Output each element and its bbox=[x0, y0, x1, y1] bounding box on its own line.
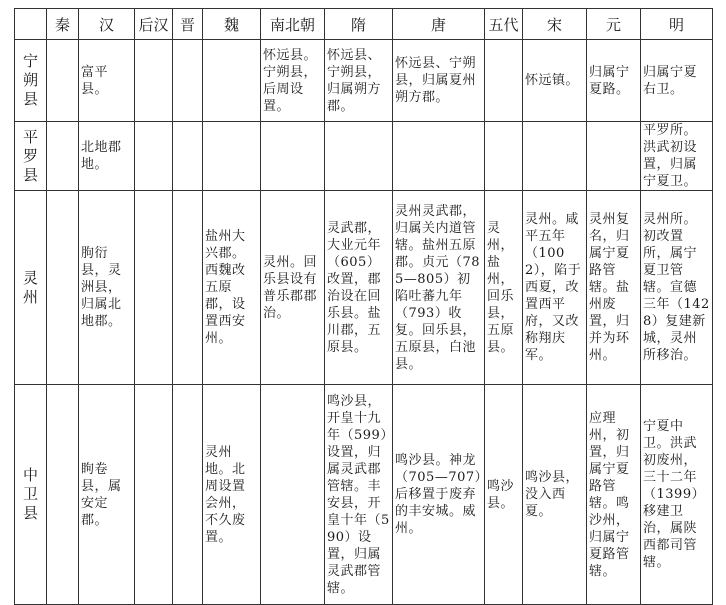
table-row bbox=[15, 191, 713, 385]
table-row bbox=[15, 385, 713, 605]
table-cell: 灵武郡，大业元年（605）改置，郡治设在回乐县。盐川郡，五原县。 bbox=[325, 191, 393, 385]
table-cell: 归属宁夏路。 bbox=[587, 40, 641, 122]
table-cell: 怀远县、宁朔县，归属朔方郡。 bbox=[325, 40, 393, 122]
header-wudai: 五代 bbox=[485, 9, 523, 40]
table-cell: 灵州，盐州，回乐县，五原县。 bbox=[485, 191, 523, 385]
table-cell: 鸣沙县，开皇十九年（599）设置，归属灵武郡管辖。丰安县，开皇十年（590）设置，归属灵武郡管辖。 bbox=[325, 385, 393, 605]
table-cell bbox=[135, 385, 173, 605]
table-cell bbox=[135, 191, 173, 385]
header-sui: 隋 bbox=[325, 9, 393, 40]
table-cell: 朐衍县，灵洲县，归属北地郡。 bbox=[79, 191, 135, 385]
table-cell: 平罗所。洪武初设置，归属宁夏卫。 bbox=[641, 122, 713, 191]
table-cell: 灵州复名，归属宁夏路管辖。盐州废置，归并为环州。 bbox=[587, 191, 641, 385]
header-qin: 秦 bbox=[47, 9, 79, 40]
header-jin: 晋 bbox=[173, 9, 203, 40]
table-cell: 鸣沙县。 bbox=[485, 385, 523, 605]
table-cell: 灵州地。北周设置会州，不久废置。 bbox=[203, 385, 261, 605]
table-cell: 灵州所。初改置所，属宁夏卫管辖。宣德三年（1428）复建新城，灵州所移治。 bbox=[641, 191, 713, 385]
table-cell bbox=[47, 122, 79, 191]
table-cell: 归属宁夏右卫。 bbox=[641, 40, 713, 122]
region-cell: 平罗县 bbox=[15, 122, 47, 191]
table-cell: 北地郡地。 bbox=[79, 122, 135, 191]
table-cell bbox=[261, 122, 325, 191]
table-cell: 富平县。 bbox=[79, 40, 135, 122]
table-cell: 盐州大兴郡。西魏改五原郡，设置西安州。 bbox=[203, 191, 261, 385]
table-cell bbox=[587, 122, 641, 191]
table-cell: 鸣沙县，没入西夏。 bbox=[523, 385, 587, 605]
table-cell bbox=[261, 385, 325, 605]
table-cell: 灵州。回乐县设有普乐郡郡治。 bbox=[261, 191, 325, 385]
header-yuan: 元 bbox=[587, 9, 641, 40]
table-cell bbox=[135, 40, 173, 122]
table-cell bbox=[173, 40, 203, 122]
header-wei: 魏 bbox=[203, 9, 261, 40]
header-han: 汉 bbox=[79, 9, 135, 40]
table-cell: 怀远镇。 bbox=[523, 40, 587, 122]
table-cell: 眗卷县，属安定郡。 bbox=[79, 385, 135, 605]
header-tang: 唐 bbox=[393, 9, 485, 40]
table-row bbox=[15, 122, 713, 191]
table-cell: 宁夏中卫。洪武初废州，三十二年（1399）移建卫治，属陕西都司管辖。 bbox=[641, 385, 713, 605]
table-cell bbox=[173, 191, 203, 385]
region-cell: 灵州 bbox=[15, 191, 47, 385]
table-cell bbox=[203, 40, 261, 122]
table-row bbox=[15, 40, 713, 122]
table-cell: 怀远县、宁朔县，归属夏州朔方郡。 bbox=[393, 40, 485, 122]
table-cell bbox=[47, 40, 79, 122]
table-cell bbox=[393, 122, 485, 191]
table-cell bbox=[173, 385, 203, 605]
header-row bbox=[15, 9, 713, 40]
region-cell: 中卫县 bbox=[15, 385, 47, 605]
table-cell: 怀远县。宁朔县，后周设置。 bbox=[261, 40, 325, 122]
header-corner bbox=[15, 9, 47, 40]
table-cell bbox=[523, 122, 587, 191]
table-cell: 灵州。咸平五年（1002），陷于西夏，改置西平府，又改称翔庆军。 bbox=[523, 191, 587, 385]
history-table bbox=[14, 8, 713, 605]
table-cell bbox=[135, 122, 173, 191]
table-cell: 应理州，初置，归属宁夏路管辖。鸣沙州，归属宁夏路管辖。 bbox=[587, 385, 641, 605]
table-cell bbox=[47, 385, 79, 605]
table-cell bbox=[203, 122, 261, 191]
header-song: 宋 bbox=[523, 9, 587, 40]
table-cell bbox=[47, 191, 79, 385]
table-cell: 鸣沙县。神龙（705—707）后移置于废弃的丰安城。威州。 bbox=[393, 385, 485, 605]
table-cell bbox=[325, 122, 393, 191]
region-cell: 宁朔县 bbox=[15, 40, 47, 122]
table-cell bbox=[485, 122, 523, 191]
table-cell bbox=[173, 122, 203, 191]
header-houhan: 后汉 bbox=[135, 9, 173, 40]
header-ming: 明 bbox=[641, 9, 713, 40]
header-nanbeichao: 南北朝 bbox=[261, 9, 325, 40]
table-cell: 灵州灵武郡，归属关内道管辖。盐州五原郡。贞元（785—805）初陷吐蕃九年（793）收复。回乐县，五原县，白池县。 bbox=[393, 191, 485, 385]
table-cell bbox=[485, 40, 523, 122]
